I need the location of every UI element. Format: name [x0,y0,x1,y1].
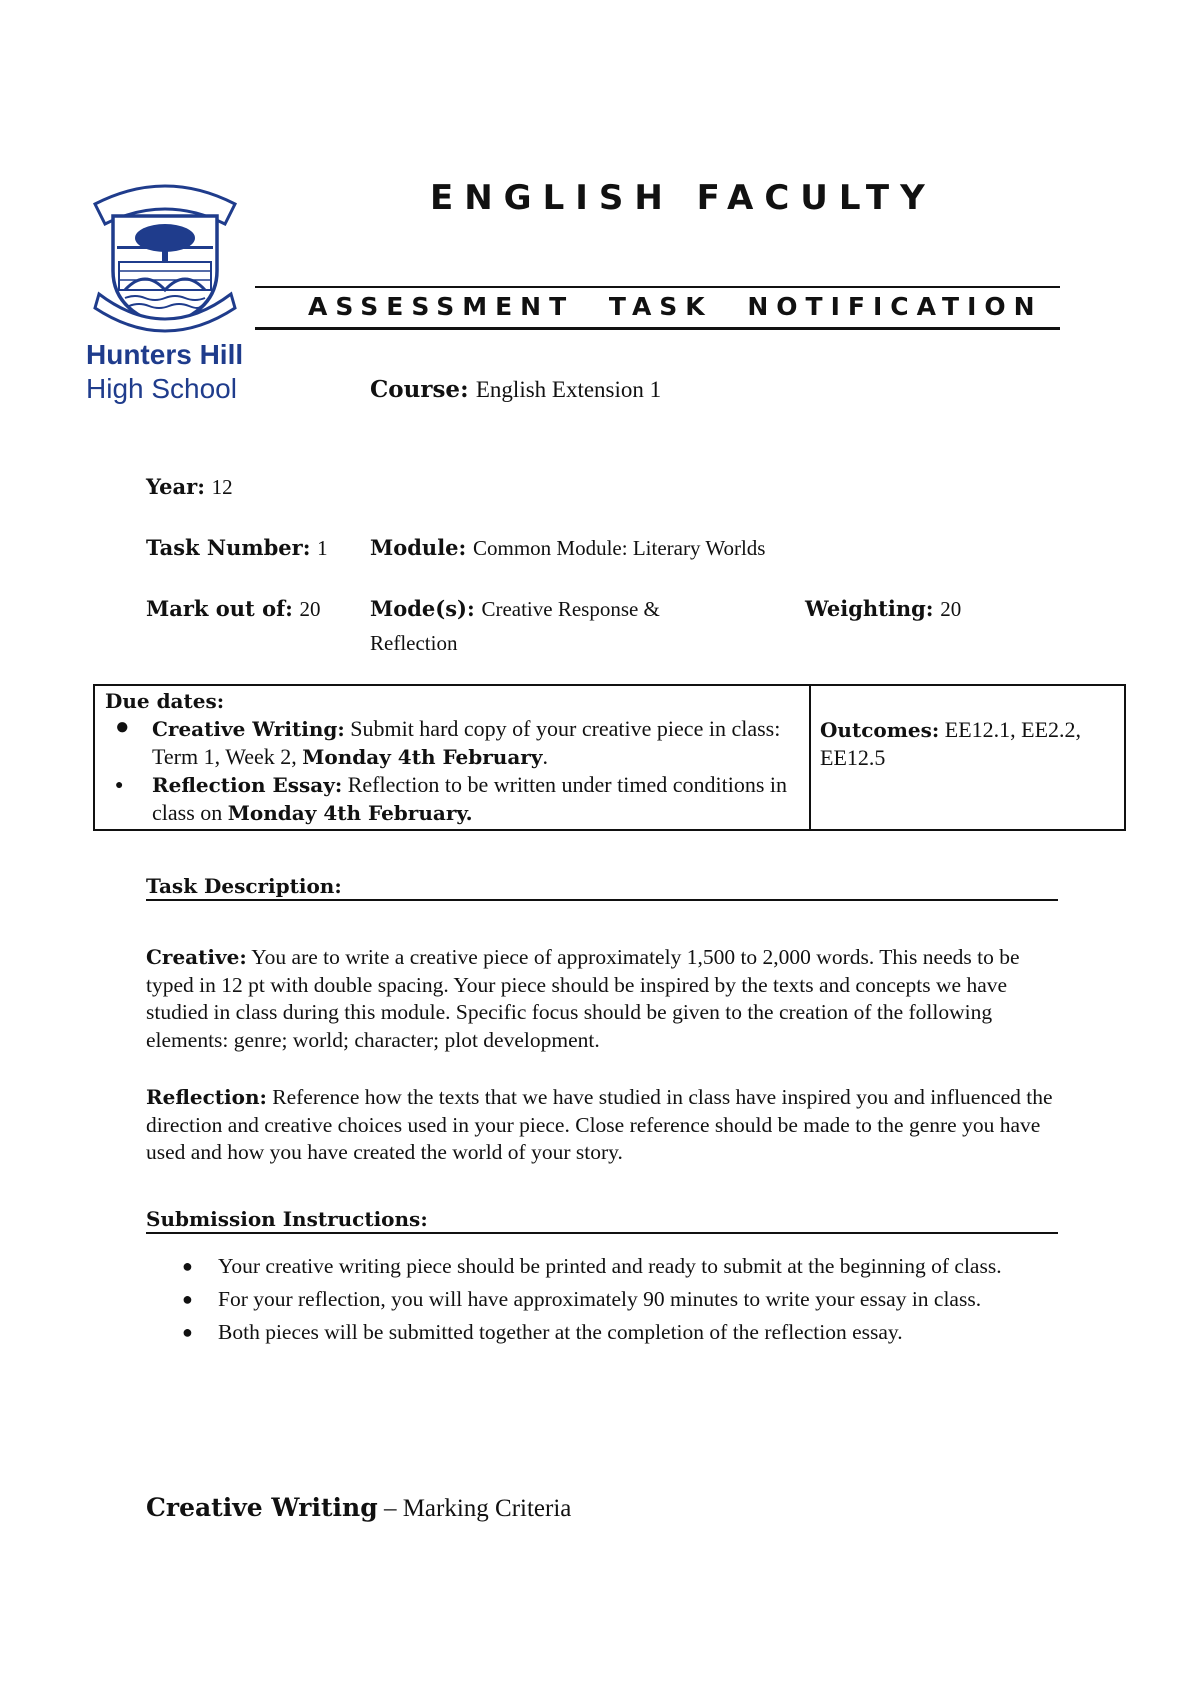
task-description-heading: Task Description: [146,874,1058,901]
course-label: Course: [370,376,469,403]
reflection-text: Reference how the texts that we have studied in class have inspired you and influenced the direction and creative choices used in your piece. Close reference should be made to the genre you have used and how you have created the world of your story. [146,1085,1053,1164]
year-label: Year: [146,474,205,499]
task-number-field [146,535,328,561]
due-item-reflection-date: Monday 4th February. [227,801,473,825]
course-value: English Extension 1 [475,377,662,402]
header-rule-bottom [255,327,1060,330]
mode-field [370,596,660,622]
bullet-icon: ● [182,1289,193,1309]
marking-heading-rest: – Marking Criteria [377,1495,572,1522]
list-item: ● Your creative writing piece should be printed and ready to submit at the beginning of class. [146,1250,1066,1283]
list-item: ● Both pieces will be submitted together at the completion of the reflection essay. [146,1316,1066,1349]
faculty-title: ENGLISH FACULTY [430,178,936,218]
year-field [146,474,233,500]
due-item-creative-end: . [542,744,548,769]
bullet-icon: ● [115,714,130,740]
table-divider [809,686,811,829]
due-item-creative-date: Monday 4th February [302,745,543,769]
list-item: ● For your reflection, you will have approximately 90 minutes to write your essay in class. [146,1283,1066,1316]
outcomes-value: EE12.1, EE2.2, EE12.5 [820,717,1082,770]
module-value: Common Module: Literary Worlds [472,536,766,560]
submission-heading: Submission Instructions: [146,1207,1058,1234]
bullet-icon: ● [182,1256,193,1276]
creative-text: You are to write a creative piece of approximately 1,500 to 2,000 words. This needs to be typed in 12 pt with double spacing. Your piece should be inspired by the texts and concepts we have studied in class during this module. Specific focus should be given to the creation of the following elements: genre; world; character; plot development. [146,945,1020,1052]
due-item-reflection [105,771,805,827]
bullet-icon: ● [182,1322,193,1342]
due-item-creative [105,715,805,771]
task-number-label: Task Number: [146,535,311,560]
notification-title: ASSESSMENT TASK NOTIFICATION [308,292,1043,321]
bullet-icon: ● [115,778,124,793]
creative-paragraph [146,944,1066,1054]
due-item-reflection-text: Reflection to be written under timed conditions in class on [152,772,787,825]
mode-value-line2: Reflection [370,631,458,655]
submission-list [146,1250,1066,1349]
task-number-value: 1 [317,536,328,560]
outcomes-label: Outcomes: [820,718,940,742]
course-line [370,376,661,403]
mode-value-line1: Creative Response & [481,597,660,621]
year-value: 12 [211,475,233,499]
school-logo [80,176,250,416]
school-name-line2: High School [86,373,237,404]
mark-value: 20 [299,597,321,621]
marking-criteria-heading [146,1493,571,1523]
school-name-line1: Hunters Hill [86,339,244,370]
marking-heading-bold: Creative Writing [146,1493,378,1522]
due-item-creative-label: Creative Writing: [152,717,345,741]
module-label: Module: [370,535,467,560]
mode-label: Mode(s): [370,596,475,621]
due-dates-heading: Due dates: [105,689,225,713]
reflection-label: Reflection: [146,1085,267,1109]
header-rule-top [255,286,1060,288]
due-item-creative-text: Submit hard copy of your creative piece in class: Term 1, Week 2, [152,716,781,769]
weighting-label: Weighting: [805,596,934,621]
outcomes-cell [820,716,1110,771]
mark-label: Mark out of: [146,596,293,621]
weighting-field [805,596,961,622]
module-field [370,535,765,561]
school-crest-icon [85,176,245,336]
due-dates-table [93,684,1126,831]
mark-field [146,596,321,622]
reflection-paragraph [146,1084,1066,1167]
due-item-reflection-label: Reflection Essay: [152,773,343,797]
creative-label: Creative: [146,945,247,969]
weighting-value: 20 [940,597,962,621]
due-dates-cell [105,688,805,827]
